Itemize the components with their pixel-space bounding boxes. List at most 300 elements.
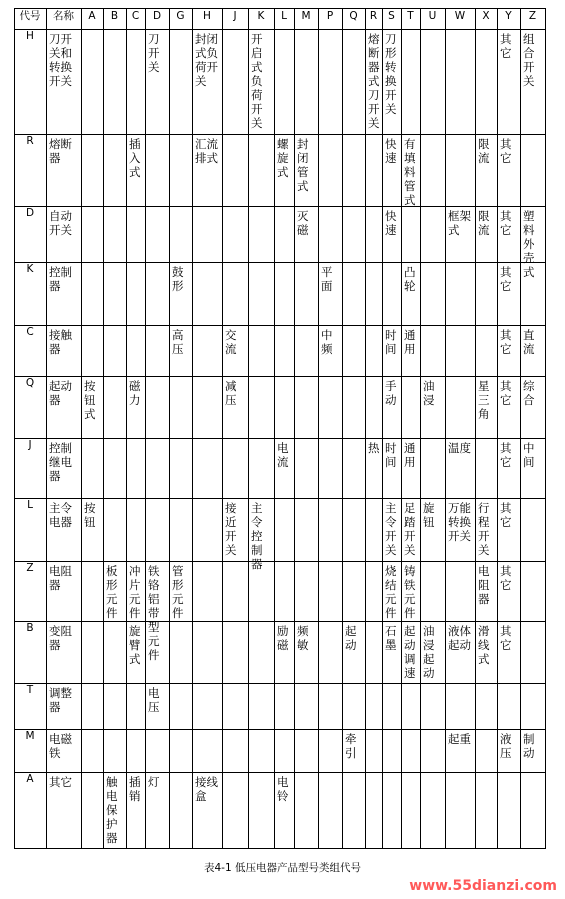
table-cell [318,772,343,849]
table-cell [342,29,366,135]
header-cell-0: 代号 [14,8,47,30]
table-cell [274,325,295,377]
table-cell [342,438,366,499]
table-cell: 高压 [169,325,193,377]
table-cell [420,206,446,263]
table-cell: 起重 [445,729,476,773]
table-cell [382,683,402,730]
table-cell: 液压 [497,729,521,773]
table-cell: 管形元件 [169,561,193,622]
table-cell [145,438,170,499]
table-cell [420,438,446,499]
table-cell: 熔断器式刀开关 [365,29,383,135]
table-cell [222,561,249,622]
table-cell [126,729,146,773]
header-cell-6: G [169,8,193,30]
header-cell-11: M [294,8,319,30]
table-cell [145,376,170,439]
table-cell [222,729,249,773]
table-cell [520,772,546,849]
table-cell [318,134,343,207]
table-cell [248,772,275,849]
row-name-cell: 自动开关 [46,206,82,263]
table-cell [126,206,146,263]
table-cell: 快速 [382,206,402,263]
row-code-cell: B [14,621,47,684]
table-cell [520,683,546,730]
table-cell: 通用 [401,325,421,377]
table-cell [382,262,402,326]
table-cell [248,376,275,439]
table-cell: 刀开关 [145,29,170,135]
table-cell [274,206,295,263]
table-cell: 凸轮 [401,262,421,326]
table-cell [81,683,104,730]
table-cell: 时间 [382,438,402,499]
table-cell [401,29,421,135]
header-cell-8: J [222,8,249,30]
table-cell [126,438,146,499]
table-cell: 插入式 [126,134,146,207]
row-name-cell: 变阻器 [46,621,82,684]
table-cell [192,729,223,773]
table-cell [126,498,146,562]
table-cell [145,729,170,773]
table-cell: 综合 [520,376,546,439]
table-cell: 电阻器 [475,561,498,622]
table-cell [401,772,421,849]
header-cell-3: B [103,8,127,30]
table-cell [365,325,383,377]
table-cell: 中间 [520,438,546,499]
table-cell: 液体起动 [445,621,476,684]
table-cell [192,683,223,730]
table-cell [222,29,249,135]
table-cell: 灭磁 [294,206,319,263]
table-cell: 中频 [318,325,343,377]
table-cell [192,325,223,377]
table-cell [445,262,476,326]
table-cell: 冲片元件 [126,561,146,622]
table-cell [145,206,170,263]
table-cell: 频敏 [294,621,319,684]
table-cell [365,772,383,849]
table-cell [81,621,104,684]
table-cell: 牵引 [342,729,366,773]
header-cell-9: K [248,8,275,30]
header-cell-1: 名称 [46,8,82,30]
header-cell-21: Z [520,8,546,30]
table-cell [103,498,127,562]
table-cell [420,729,446,773]
table-cell: 其它 [497,29,521,135]
header-cell-4: C [126,8,146,30]
row-name-cell: 接触器 [46,325,82,377]
table-cell [103,325,127,377]
table-cell: 油浸 [420,376,446,439]
table-cell [192,498,223,562]
row-code-cell: M [14,729,47,773]
table-cell: 旋臂式 [126,621,146,684]
table-cell: 减压 [222,376,249,439]
table-cell: 其它 [497,498,521,562]
table-cell [420,772,446,849]
table-cell [342,376,366,439]
table-cell: 按钮式 [81,376,104,439]
table-cell [81,134,104,207]
row-code-cell: L [14,498,47,562]
table-cell [342,134,366,207]
table-cell [192,262,223,326]
table-cell [192,621,223,684]
table-cell [294,683,319,730]
table-cell [145,134,170,207]
row-code-cell: A [14,772,47,849]
table-cell: 主令开关 [382,498,402,562]
header-cell-7: H [192,8,223,30]
table-cell [318,621,343,684]
table-cell [475,325,498,377]
table-cell: 铁铬铝带型元件 [145,561,170,622]
table-cell [365,262,383,326]
table-cell [401,683,421,730]
table-cell [475,729,498,773]
table-cell [222,683,249,730]
table-cell [222,134,249,207]
table-cell: 手动 [382,376,402,439]
table-cell: 热 [365,438,383,499]
table-cell [475,683,498,730]
table-cell [365,206,383,263]
header-cell-15: S [382,8,402,30]
table-cell [365,729,383,773]
table-cell [274,561,295,622]
table-cell [81,206,104,263]
header-cell-14: R [365,8,383,30]
table-cell [126,262,146,326]
header-cell-19: X [475,8,498,30]
table-cell: 主令控制器 [248,498,275,562]
table-cell [420,262,446,326]
table-cell [274,376,295,439]
row-name-cell: 其它 [46,772,82,849]
table-cell [318,498,343,562]
row-name-cell: 电磁铁 [46,729,82,773]
row-code-cell: H [14,29,47,135]
table-cell: 螺旋式 [274,134,295,207]
row-code-cell: J [14,438,47,499]
table-cell [103,729,127,773]
table-cell [520,262,546,326]
table-cell [248,621,275,684]
table-cell [248,325,275,377]
table-cell [103,262,127,326]
table-cell [126,29,146,135]
table-cell: 快速 [382,134,402,207]
table-cell: 平面 [318,262,343,326]
table-cell: 鼓形 [169,262,193,326]
table-cell [222,438,249,499]
table-cell [475,438,498,499]
table-cell [445,325,476,377]
table-cell: 框架式 [445,206,476,263]
table-cell [248,206,275,263]
table-cell [169,134,193,207]
table-cell [145,262,170,326]
table-cell: 磁力 [126,376,146,439]
table-cell [475,262,498,326]
table-cell [169,206,193,263]
table-cell [342,498,366,562]
row-name-cell: 熔断器 [46,134,82,207]
table-cell: 制动 [520,729,546,773]
table-cell [401,376,421,439]
table-cell [103,134,127,207]
table-cell [169,376,193,439]
table-cell [318,29,343,135]
row-code-cell: Q [14,376,47,439]
header-cell-10: L [274,8,295,30]
table-caption: 表4-1 低压电器产品型号类组代号 [204,862,361,874]
header-cell-16: T [401,8,421,30]
table-cell [81,561,104,622]
table-cell [318,683,343,730]
table-cell [222,206,249,263]
table-cell [248,134,275,207]
table-cell [192,376,223,439]
table-cell [169,438,193,499]
table-cell: 封闭式负荷开关 [192,29,223,135]
table-cell [382,772,402,849]
header-cell-12: P [318,8,343,30]
table-cell [342,262,366,326]
table-cell [126,683,146,730]
table-cell [318,206,343,263]
table-cell: 其它 [497,621,521,684]
table-cell: 其它 [497,262,521,326]
table-cell: 汇流排式 [192,134,223,207]
table-cell: 其它 [497,134,521,207]
table-cell: 触电保护器 [103,772,127,849]
table-cell [294,729,319,773]
table-cell [365,498,383,562]
table-cell: 限流 [475,134,498,207]
table-cell: 行程开关 [475,498,498,562]
table-cell [520,621,546,684]
table-cell [401,206,421,263]
table-cell [294,29,319,135]
table-cell [342,561,366,622]
header-cell-13: Q [342,8,366,30]
table-cell [294,438,319,499]
table-cell [274,262,295,326]
row-name-cell: 控制继电器 [46,438,82,499]
table-cell: 插销 [126,772,146,849]
table-cell: 起动调速 [401,621,421,684]
row-name-cell: 调整器 [46,683,82,730]
table-cell [274,498,295,562]
table-cell: 其它 [497,376,521,439]
table-cell: 限流 [475,206,498,263]
table-cell [248,561,275,622]
table-cell [169,772,193,849]
row-name-cell: 刀开关和转换开关 [46,29,82,135]
table-cell: 开启式负荷开关 [248,29,275,135]
table-cell [294,376,319,439]
table-cell: 电压 [145,683,170,730]
table-cell [497,683,521,730]
table-cell [294,561,319,622]
table-cell [103,376,127,439]
table-cell [294,325,319,377]
row-name-cell: 起动器 [46,376,82,439]
table-cell [103,683,127,730]
table-cell [420,29,446,135]
table-cell [420,561,446,622]
table-cell [248,683,275,730]
table-cell [365,134,383,207]
table-cell [420,683,446,730]
table-cell [365,561,383,622]
table-cell [365,621,383,684]
table-cell [475,29,498,135]
table-cell [445,134,476,207]
row-name-cell: 电阻器 [46,561,82,622]
table-cell [145,498,170,562]
table-cell [169,29,193,135]
table-cell [274,29,295,135]
table-cell: 塑料外壳式 [520,206,546,263]
table-cell: 电铃 [274,772,295,849]
table-cell [145,621,170,684]
table-cell: 灯 [145,772,170,849]
table-cell [342,325,366,377]
table-cell [342,772,366,849]
table-cell [169,729,193,773]
table-cell [103,29,127,135]
table-cell [192,561,223,622]
table-cell: 其它 [497,206,521,263]
row-code-cell: Z [14,561,47,622]
table-cell: 足踏开关 [401,498,421,562]
table-cell: 刀形转换开关 [382,29,402,135]
table-cell [445,772,476,849]
table-cell: 组合开关 [520,29,546,135]
row-code-cell: R [14,134,47,207]
table-cell: 其它 [497,438,521,499]
table-cell [342,683,366,730]
table-cell [192,438,223,499]
table-cell: 其它 [497,325,521,377]
table-cell [81,262,104,326]
table-cell [81,729,104,773]
table-cell [126,325,146,377]
table-cell: 滑线式 [475,621,498,684]
table-cell: 油浸起动 [420,621,446,684]
table-cell [222,772,249,849]
table-cell: 有填料管式 [401,134,421,207]
table-cell [103,438,127,499]
table-cell [169,683,193,730]
row-code-cell: T [14,683,47,730]
table-cell [294,262,319,326]
table-cell [145,325,170,377]
table-cell [169,498,193,562]
table-cell: 铸铁元件 [401,561,421,622]
table-cell [420,325,446,377]
table-cell [520,134,546,207]
table-cell [222,262,249,326]
table-cell [274,683,295,730]
table-cell: 温度 [445,438,476,499]
table-cell [318,438,343,499]
header-cell-18: W [445,8,476,30]
row-code-cell: C [14,325,47,377]
table-cell [475,772,498,849]
table-cell [248,438,275,499]
table-cell [520,498,546,562]
table-cell [248,729,275,773]
table-cell [497,772,521,849]
site-watermark: www.55dianzi.com [409,878,557,894]
table-cell [81,325,104,377]
table-cell: 接线盒 [192,772,223,849]
table-cell: 其它 [497,561,521,622]
table-cell: 接近开关 [222,498,249,562]
table-cell: 直流 [520,325,546,377]
table-cell [318,561,343,622]
table-cell [318,729,343,773]
table-cell: 烧结元件 [382,561,402,622]
table-cell [342,206,366,263]
table-cell: 起动 [342,621,366,684]
table-cell [365,683,383,730]
table-cell: 封闭管式 [294,134,319,207]
row-name-cell: 控制器 [46,262,82,326]
header-cell-20: Y [497,8,521,30]
header-cell-17: U [420,8,446,30]
table-cell [274,729,295,773]
table-cell [294,498,319,562]
table-cell [445,561,476,622]
table-cell: 电流 [274,438,295,499]
header-cell-5: D [145,8,170,30]
table-cell [81,772,104,849]
table-cell: 时间 [382,325,402,377]
table-cell [294,772,319,849]
table-cell [365,376,383,439]
table-cell: 板形元件 [103,561,127,622]
table-cell [81,438,104,499]
table-cell [81,29,104,135]
table-cell [420,134,446,207]
table-cell [222,621,249,684]
table-cell [103,206,127,263]
table-cell [445,29,476,135]
table-cell [445,376,476,439]
table-cell [192,206,223,263]
table-cell [401,729,421,773]
table-cell [169,621,193,684]
table-cell [248,262,275,326]
table-cell: 星三角 [475,376,498,439]
table-cell [382,729,402,773]
table-cell: 旋钮 [420,498,446,562]
table-cell: 按钮 [81,498,104,562]
row-name-cell: 主令电器 [46,498,82,562]
table-cell: 交流 [222,325,249,377]
table-cell [318,376,343,439]
